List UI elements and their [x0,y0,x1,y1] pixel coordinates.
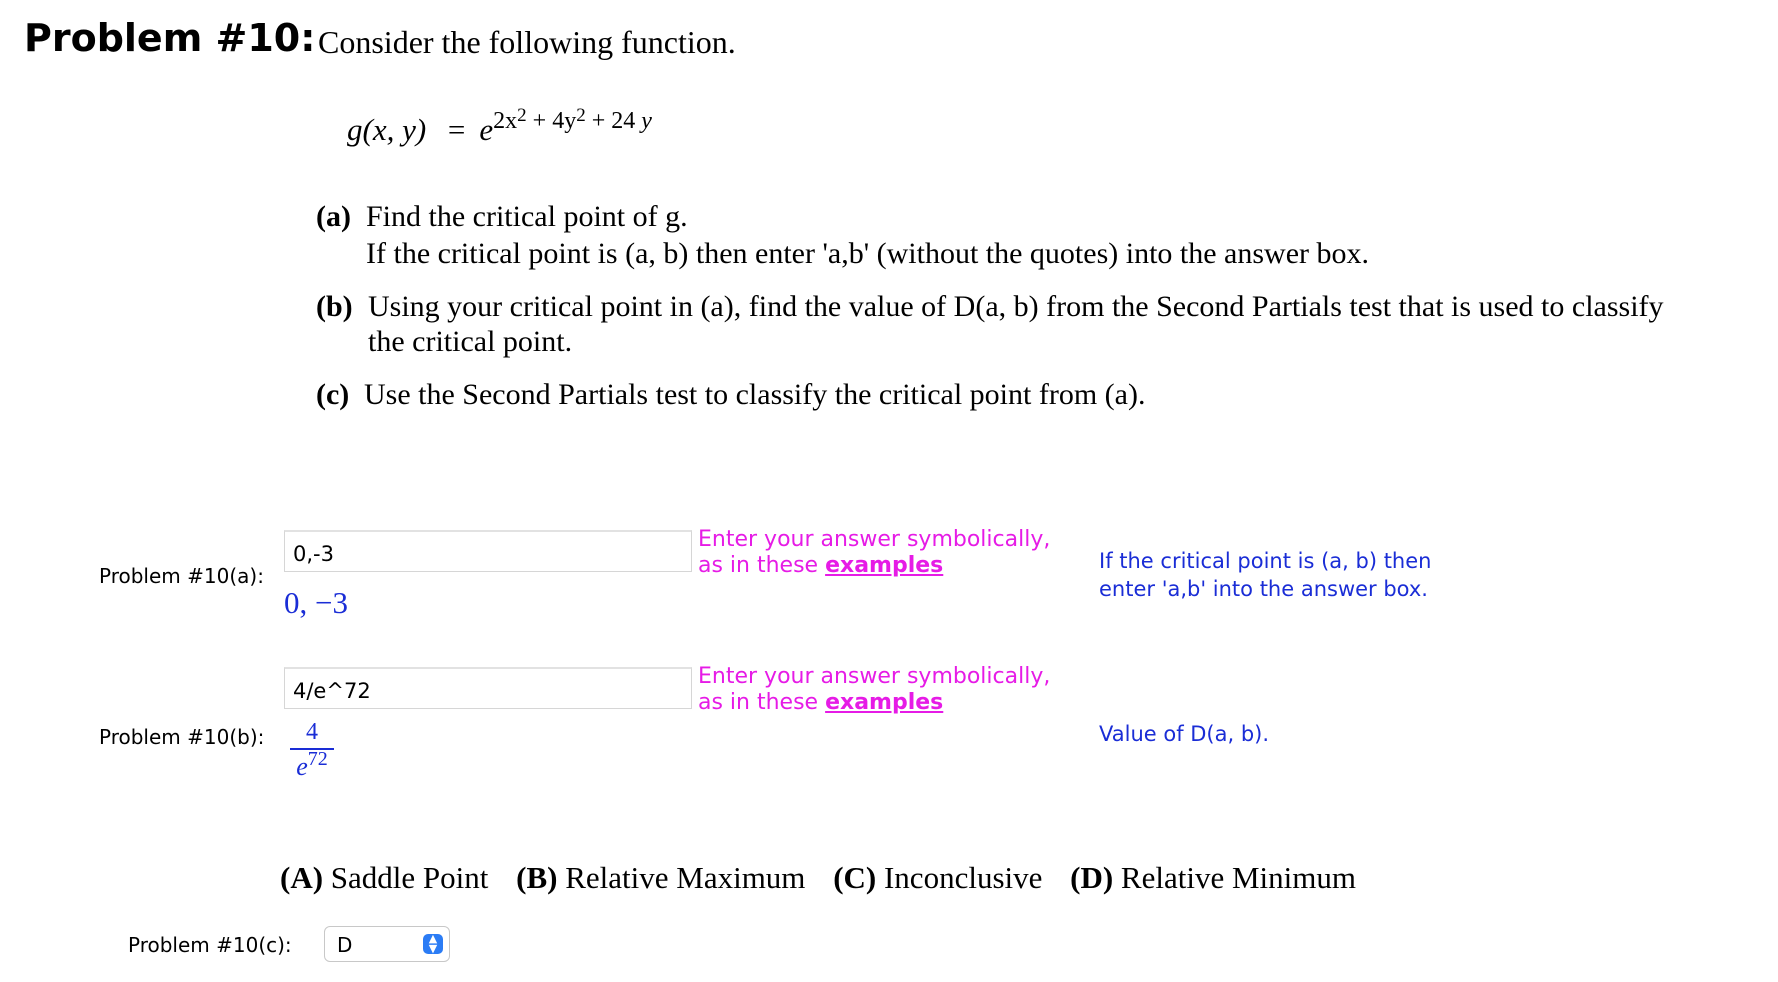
part-b-label: (b) [316,290,353,323]
answer-a-input[interactable]: 0,-3 [284,530,692,572]
part-b-line1: Using your critical point in (a), find the value of D(a, b) from the Second Partials test that is used to classify [368,290,1664,323]
answer-b-input[interactable]: 4/e^72 [284,667,692,709]
choice-options [280,860,1356,896]
answer-a-label: Problem #10(a): [99,564,264,588]
answer-c-label: Problem #10(c): [128,933,292,957]
part-a-line1: Find the critical point of g. [366,200,688,233]
problem-title: Problem #10: [24,16,316,60]
preview-denominator: $e^{72}$ [296,748,328,781]
formula-base: e [479,112,494,147]
answer-b-label: Problem #10(b): [99,725,265,749]
answer-a-preview: 0, −3 [284,585,348,620]
answer-c-select[interactable] [324,926,450,962]
function-formula [347,105,652,148]
chevron-updown-icon: ▲ ▼ [423,934,443,954]
answer-b-examples-link[interactable]: examples [825,690,944,715]
answer-a-note: If the critical point is (a, b) then enter 'a,b' into the answer box. [1099,549,1432,601]
option-c: (C) Inconclusive [833,860,1043,895]
answer-a-hint: Enter your answer symbolically, as in these examples [698,527,1051,578]
part-c-label: (c) [316,378,350,411]
option-a: (A) Saddle Point [280,860,489,895]
part-a-line2: If the critical point is (a, b) then enter 'a,b' (without the quotes) into the answer box. [366,237,1370,270]
answer-b-preview [290,718,334,784]
formula-args: (x, y) [362,112,427,147]
problem-intro: Consider the following function. [318,24,736,60]
part-b-line2: the critical point. [368,325,573,358]
formula-g: g [347,112,363,147]
formula-exponent: 2x2 + 4y2 + 24 y [493,105,652,134]
answer-b-note: Value of D(a, b). [1099,722,1270,746]
answer-b-hint: Enter your answer symbolically, as in these examples [698,664,1051,715]
answer-c-selected: D [337,933,353,957]
formula-equals: = [447,112,466,147]
preview-numerator: 4 [306,719,318,745]
answer-a-examples-link[interactable]: examples [825,553,944,578]
part-a-label: (a) [316,200,351,233]
option-b: (B) Relative Maximum [516,860,806,895]
option-d: (D) Relative Minimum [1070,860,1356,895]
part-c-line1: Use the Second Partials test to classify the critical point from (a). [364,378,1146,411]
